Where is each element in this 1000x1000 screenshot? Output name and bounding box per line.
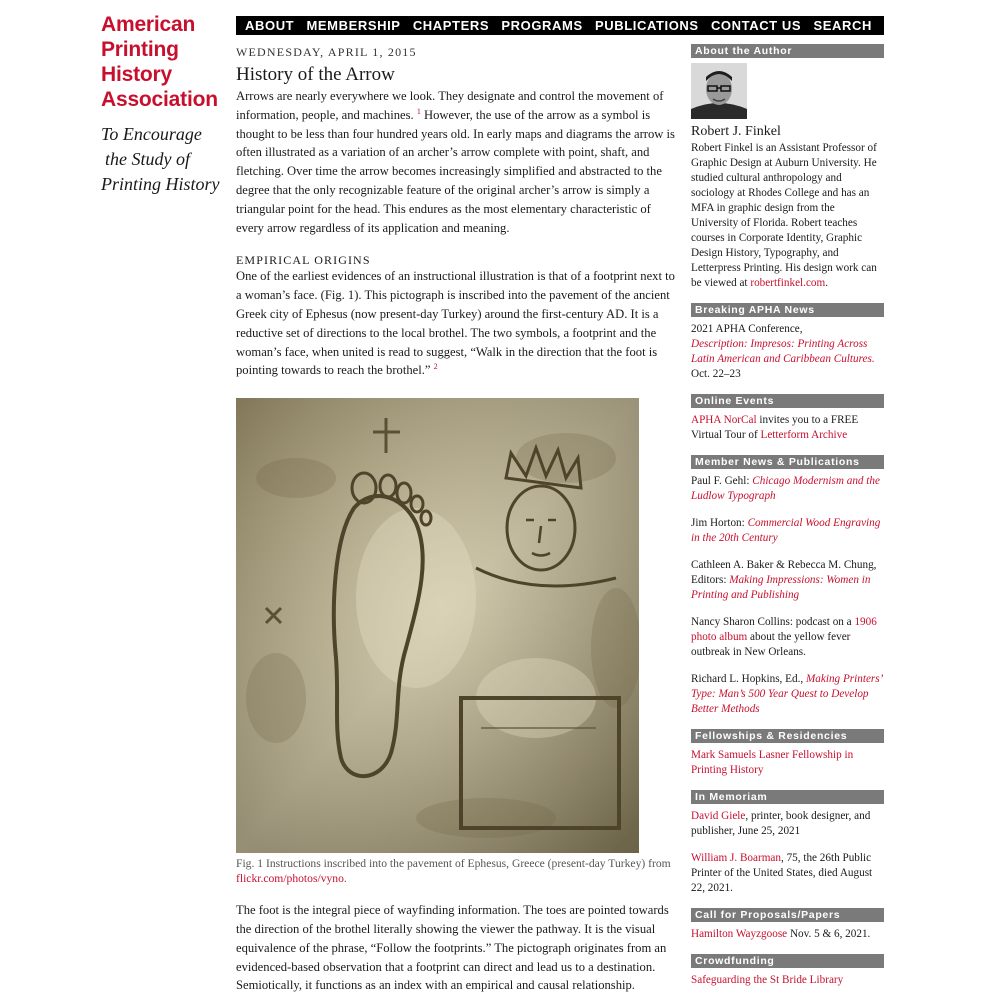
fellowship-item — [691, 748, 884, 778]
publication-link[interactable]: Chicago Modernism and the Ludlow Typograph — [691, 475, 880, 502]
online-event-item — [691, 413, 884, 443]
memoriam-text: , printer, book designer, and publisher, June 25, 2021 — [691, 810, 871, 837]
member-news-heading: Member News & Publications — [691, 455, 884, 469]
paragraph-intro — [236, 87, 676, 237]
logo-line: Association — [101, 88, 218, 111]
logo-line: Printing — [101, 38, 179, 61]
member-news-section — [691, 455, 884, 717]
footnote-link[interactable]: 2 — [433, 362, 438, 372]
tagline-line: Printing History — [101, 174, 220, 194]
proposals-section — [691, 908, 884, 942]
caption-text: . — [343, 872, 347, 886]
proposal-text: Nov. 5 & 6, 2021. — [787, 928, 871, 940]
paragraph-text: One of the earliest evidences of an instructional illustration is that of a footprint next to a woman’s face. (Fig. 1). This pictograph is inscribed into the pavement of the ancient Greek city of Ephesus (now present-day Turkey) around the first-century AD. It is a reductive set of directions to the local brothel. The two symbols, a footprint and the woman’s face, when united is read to suggest, “Walk in the direction that the foot is pointing towards to reach the brothel.” — [236, 269, 675, 378]
breaking-news-heading: Breaking APHA News — [691, 303, 884, 317]
breaking-news-section — [691, 303, 884, 382]
news-date: Oct. 22–23 — [691, 368, 741, 380]
nav-search[interactable]: SEARCH — [813, 18, 872, 33]
article — [236, 44, 676, 995]
memoriam-link[interactable]: William J. Boarman — [691, 852, 781, 864]
main-nav — [236, 16, 884, 35]
site-logo[interactable] — [101, 12, 226, 197]
news-text: Nancy Sharon Collins: podcast on a — [691, 616, 855, 628]
conference-link[interactable]: Description: Impresos: Printing Across Latin American and Caribbean Cultures. — [691, 338, 875, 365]
fellowships-heading: Fellowships & Residencies — [691, 729, 884, 743]
memoriam-heading: In Memoriam — [691, 790, 884, 804]
logo-line: American — [101, 13, 196, 36]
news-text: 2021 APHA Conference, — [691, 323, 803, 335]
author-avatar — [691, 63, 747, 119]
paragraph-text: However, the use of the arrow as a symbol is thought to be less than four hundred years old. In early maps and diagrams the arrow is often illustrated as a variation of an archer’s arrow complete with point, shaft, and fletching. Over time the arrow becomes increasingly simplified and abstracted to the degree that the only recognizable feature of the original archer’s arrow is simply a triangular point for the head. This endures as the most elementary characteristic of every arrow regardless of its application and meaning. — [236, 107, 675, 235]
event-text: invites you to a FREE Virtual Tour of — [691, 414, 859, 441]
post-title[interactable]: History of the Arrow — [236, 64, 395, 85]
publication-link[interactable]: Commercial Wood Engraving in the 20th Century — [691, 517, 881, 544]
memoriam-item — [691, 809, 884, 839]
author-website-link[interactable]: robertfinkel.com — [750, 277, 826, 289]
member-news-item — [691, 474, 884, 504]
nav-membership[interactable]: MEMBERSHIP — [306, 18, 401, 33]
news-text: Jim Horton: — [691, 517, 748, 529]
memoriam-item — [691, 851, 884, 896]
wayzgoose-link[interactable]: Hamilton Wayzgoose — [691, 928, 788, 940]
paragraph-origins — [236, 267, 676, 380]
crowdfunding-heading: Crowdfunding — [691, 954, 884, 968]
online-events-heading: Online Events — [691, 394, 884, 408]
news-text: Richard L. Hopkins, Ed., — [691, 673, 806, 685]
publication-link[interactable]: Making Printers’ Type: Man’s 500 Year Quest to Develop Better Methods — [691, 673, 883, 715]
memoriam-link[interactable]: David Giele — [691, 810, 746, 822]
logo-line: History — [101, 63, 172, 86]
fellowships-section — [691, 729, 884, 778]
member-news-item — [691, 558, 884, 603]
paragraph-text: Arrows are nearly everywhere we look. They designate and control the movement of information, people, and machines. — [236, 89, 664, 122]
proposal-item — [691, 927, 884, 942]
news-text: Paul F. Gehl: — [691, 475, 753, 487]
nav-programs[interactable]: PROGRAMS — [501, 18, 583, 33]
stone-relief-illustration — [236, 398, 639, 853]
nav-about[interactable]: ABOUT — [245, 18, 295, 33]
news-text: Cathleen A. Baker & Rebecca M. Chung, Editors: — [691, 559, 877, 586]
logo-tagline — [101, 122, 226, 197]
logo-title[interactable] — [101, 12, 226, 112]
bio-text: Robert Finkel is an Assistant Professor of Graphic Design at Auburn University. He studied cultural anthropology and sociology at Rhodes College and has an MFA in graphic design from the University of Florida. Robert teaches courses in Corporate Identity, Graphic Design History, Typography, and Letterpress Printing. His design work can be viewed at — [691, 142, 877, 289]
fellowship-link[interactable]: Mark Samuels Lasner Fellowship in Printing History — [691, 749, 854, 776]
tagline-line: To Encourage — [101, 124, 202, 144]
news-text: about the yellow fever outbreak in New Orleans. — [691, 631, 851, 658]
nav-contact-us[interactable]: CONTACT US — [710, 18, 802, 33]
nav-chapters[interactable]: CHAPTERS — [412, 18, 490, 33]
letterform-archive-link[interactable]: Letterform Archive — [760, 429, 848, 441]
photo-album-link[interactable]: 1906 photo album — [691, 616, 877, 643]
memoriam-section — [691, 790, 884, 896]
figure-caption — [236, 856, 676, 886]
author-name: Robert J. Finkel — [691, 124, 781, 139]
bio-text: . — [825, 277, 829, 289]
paragraph-analysis: The foot is the integral piece of wayfinding information. The toes are pointed towards the direction of the brothel literally showing the viewer the pathway. It is the visual equivalence of the phrase, “Follow the footprints.” The pictograph originates from an evidenced-based observation that a footprint can direct and lead us to a destination. Semiotically, it functions as an index with an empirical and causal relationship. — [236, 903, 669, 993]
ephesus-footprint-image — [236, 398, 639, 853]
breaking-news-item — [691, 322, 884, 382]
author-photo — [691, 63, 747, 119]
tagline-line: the Study of — [105, 149, 190, 169]
flickr-link[interactable]: flickr.com/photos/vyno — [236, 872, 344, 886]
section-heading: EMPIRICAL ORIGINS — [236, 253, 371, 268]
nav-publications[interactable]: PUBLICATIONS — [594, 18, 699, 33]
crowdfunding-section — [691, 954, 884, 988]
online-events-section — [691, 394, 884, 443]
proposals-heading: Call for Proposals/Papers — [691, 908, 884, 922]
st-bride-link[interactable]: Safeguarding the St Bride Library — [691, 974, 844, 986]
post-date: WEDNESDAY, APRIL 1, 2015 — [236, 45, 417, 59]
author-bio — [691, 141, 884, 291]
apha-norcal-link[interactable]: APHA NorCal — [691, 414, 757, 426]
about-author-heading: About the Author — [691, 44, 884, 58]
member-news-item — [691, 615, 884, 660]
memoriam-text: , 75, the 26th Public Printer of the United States, died August 22, 2021. — [691, 852, 873, 894]
publication-link[interactable]: Making Impressions: Women in Printing and Publishing — [691, 574, 871, 601]
sidebar — [691, 44, 884, 988]
crowdfunding-item — [691, 973, 884, 988]
footnote-link[interactable]: 1 — [416, 106, 421, 116]
member-news-item — [691, 516, 884, 546]
caption-text: Fig. 1 Instructions inscribed into the pavement of Ephesus, Greece (present-day Turkey) from — [236, 857, 671, 871]
member-news-item — [691, 672, 884, 717]
